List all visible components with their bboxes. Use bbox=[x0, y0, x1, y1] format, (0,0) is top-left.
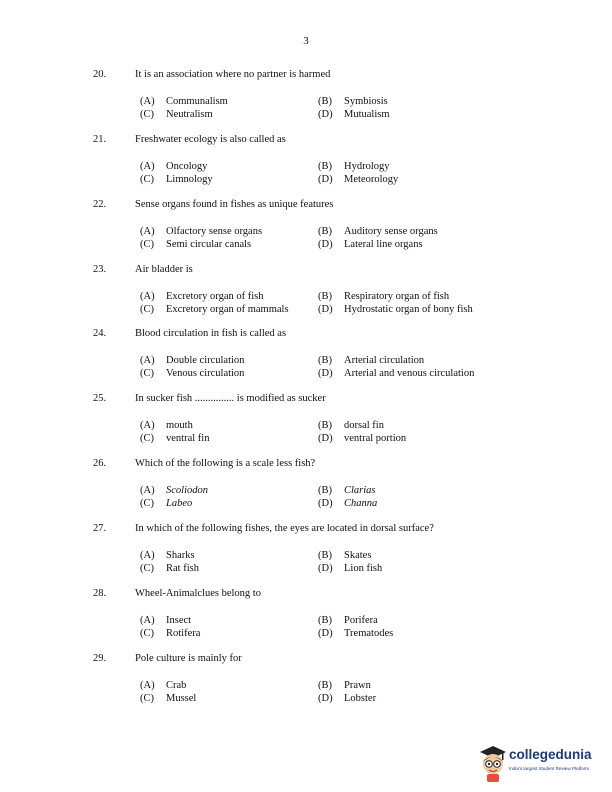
option-b: (B) Skates bbox=[318, 550, 372, 561]
option-d: (D) Hydrostatic organ of bony fish bbox=[318, 304, 473, 315]
option-c: (C) Limnology bbox=[140, 174, 213, 185]
question-28 bbox=[0, 588, 612, 648]
option-a: (A) Sharks bbox=[140, 550, 195, 561]
option-d: (D) ventral portion bbox=[318, 433, 407, 444]
option-b: (B) Clarias bbox=[318, 485, 376, 496]
option-c: (C) Excretory organ of mammals bbox=[140, 304, 289, 315]
question-22 bbox=[0, 199, 612, 259]
question-text: It is an association where no partner is harmed bbox=[135, 69, 331, 80]
option-c: (C) Rat fish bbox=[140, 563, 199, 574]
option-d: (D) Arterial and venous circulation bbox=[318, 368, 475, 379]
option-c: (C) Labeo bbox=[140, 498, 193, 509]
option-c: (C) Neutralism bbox=[140, 109, 213, 120]
option-c: (C) Rotifera bbox=[140, 628, 201, 639]
question-number: 22. bbox=[93, 199, 107, 210]
question-text: In which of the following fishes, the eyes are located in dorsal surface? bbox=[135, 523, 434, 534]
question-number: 25. bbox=[93, 393, 107, 404]
question-number: 29. bbox=[93, 653, 107, 664]
question-27 bbox=[0, 523, 612, 583]
option-b: (B) Prawn bbox=[318, 680, 371, 691]
option-a: (A) Double circulation bbox=[140, 355, 245, 366]
option-b: (B) Hydrology bbox=[318, 161, 390, 172]
question-20 bbox=[0, 69, 612, 129]
option-a: (A) Communalism bbox=[140, 96, 228, 107]
graduate-mascot-icon bbox=[478, 743, 508, 783]
option-a: (A) Crab bbox=[140, 680, 187, 691]
option-c: (C) Mussel bbox=[140, 693, 197, 704]
question-text: Wheel-Animalclues belong to bbox=[135, 588, 261, 599]
question-text: In sucker fish ............... is modified as sucker bbox=[135, 393, 326, 404]
question-number: 24. bbox=[93, 328, 107, 339]
page-number: 3 bbox=[303, 35, 309, 47]
question-text: Sense organs found in fishes as unique features bbox=[135, 199, 334, 210]
question-24 bbox=[0, 328, 612, 388]
question-number: 27. bbox=[93, 523, 107, 534]
question-25 bbox=[0, 393, 612, 453]
question-26 bbox=[0, 458, 612, 518]
question-text: Air bladder is bbox=[135, 264, 193, 275]
option-a: (A) Olfactory sense organs bbox=[140, 226, 263, 237]
option-a: (A) Scoliodon bbox=[140, 485, 208, 496]
option-a: (A) Excretory organ of fish bbox=[140, 291, 264, 302]
option-d: (D) Lobster bbox=[318, 693, 377, 704]
option-d: (D) Channa bbox=[318, 498, 378, 509]
question-number: 23. bbox=[93, 264, 107, 275]
question-text: Which of the following is a scale less fish? bbox=[135, 458, 316, 469]
question-number: 28. bbox=[93, 588, 107, 599]
option-d: (D) Trematodes bbox=[318, 628, 394, 639]
question-text: Freshwater ecology is also called as bbox=[135, 134, 286, 145]
option-d: (D) Meteorology bbox=[318, 174, 399, 185]
option-c: (C) Venous circulation bbox=[140, 368, 245, 379]
question-number: 26. bbox=[93, 458, 107, 469]
question-23 bbox=[0, 264, 612, 324]
option-b: (B) dorsal fin bbox=[318, 420, 384, 431]
logo-tagline: India's largest Student Review Platform bbox=[509, 766, 590, 771]
option-a: (A) mouth bbox=[140, 420, 193, 431]
logo-brand-text: collegedunia bbox=[509, 747, 592, 762]
question-text: Pole culture is mainly for bbox=[135, 653, 242, 664]
option-c: (C) Semi circular canals bbox=[140, 239, 252, 250]
question-number: 20. bbox=[93, 69, 107, 80]
option-a: (A) Insect bbox=[140, 615, 192, 626]
option-d: (D) Mutualism bbox=[318, 109, 390, 120]
question-number: 21. bbox=[93, 134, 107, 145]
option-b: (B) Symbiosis bbox=[318, 96, 388, 107]
option-d: (D) Lion fish bbox=[318, 563, 383, 574]
option-b: (B) Auditory sense organs bbox=[318, 226, 438, 237]
question-21 bbox=[0, 134, 612, 194]
collegedunia-logo bbox=[478, 743, 608, 783]
option-d: (D) Lateral line organs bbox=[318, 239, 423, 250]
question-text: Blood circulation in fish is called as bbox=[135, 328, 287, 339]
option-c: (C) ventral fin bbox=[140, 433, 210, 444]
question-29 bbox=[0, 653, 612, 713]
option-b: (B) Porifera bbox=[318, 615, 378, 626]
option-b: (B) Respiratory organ of fish bbox=[318, 291, 450, 302]
option-a: (A) Oncology bbox=[140, 161, 208, 172]
option-b: (B) Arterial circulation bbox=[318, 355, 425, 366]
